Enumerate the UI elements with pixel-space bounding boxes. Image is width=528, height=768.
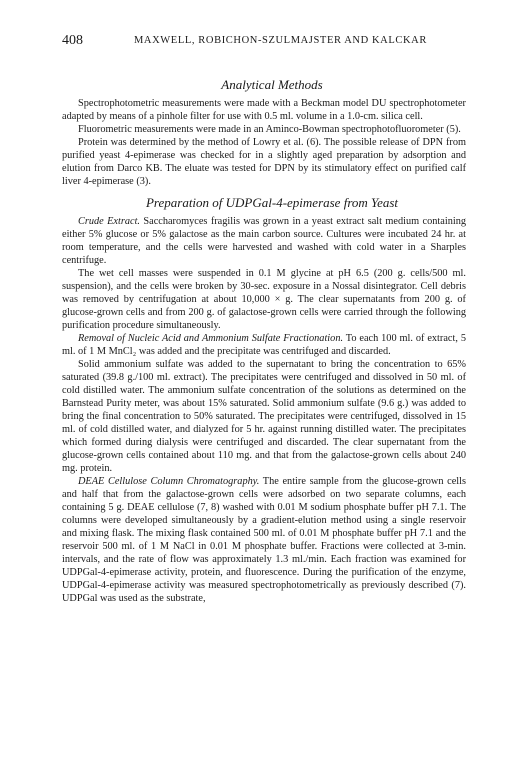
paragraph-deae	[62, 475, 466, 605]
paragraph-wet-cells: The wet cell masses were suspended in 0.1 M glycine at pH 6.5 (200 g. cells/500 ml. suspension), and the cells were broken by 30-sec. exposure in a Nossal disintegrator. Cell debris was removed by centrifugation at about 10,000 × g. The clear supernatants from 200 g. of glucose-grown cells and from 200 g. of galactose-grown cells were carried through the following purification procedure simultaneously.	[62, 268, 466, 331]
paragraph-fluorometric: Fluorometric measurements were made in an Aminco-Bowman spectrophotofluorometer (5).	[78, 124, 461, 135]
paragraph-ammonium-sulfate: Solid ammonium sulfate was added to the supernatant to bring the concentration to 65% saturated (39.8 g./100 ml. extract). The precipitates were centrifuged and dissolved in 50 ml. of cold distilled water. The ammonium sulfate concentration of the solutions as determined on the Barnstead Purity meter, was about 15% saturated. Solid ammonium sulfate (9.6 g.) was added to bring the final concentration to 50% saturated. The precipitates were centrifuged, dissolved in 15 ml. of cold distilled water, and dialyzed for 5 hr. against running distilled water. The precipitates which formed during dialysis were centrifuged and discarded. The clear supernatant from the glucose-grown cells contained about 110 mg. and that from the galactose-grown cells about 240 mg. protein.	[62, 359, 466, 474]
paragraph-text-removal: To each 100 ml. of extract, 5 ml. of 1 M MnCl₂ was added and the precipitate was centrifuged and discarded.	[62, 333, 466, 357]
paragraph-removal	[62, 332, 466, 358]
article-body	[62, 78, 466, 605]
paragraph-lead-crude-extract: Crude Extract.	[78, 216, 141, 227]
paragraph-text-deae: The entire sample from the glucose-grown cells and half that from the galactose-grown cells were adsorbed on two separate columns, each containing 5 g. DEAE cellulose (7, 8) washed with 0.01 M sodium phosphate buffer pH 7.1. The columns were developed simultaneously by a gradient-elution method using a single reservoir and mixing flask. The mixing flask contained 500 ml. of 0.01 M phosphate buffer pH 7.1 and the reservoir 500 ml. of 1 M NaCl in 0.01 M phosphate buffer. Fractions were collected at 3-min. intervals, and the rate of flow was approximately 1.3 ml./min. Each fraction was examined for UDPGal-4-epimerase activity, protein, and fluorescence. During the purification of the enzyme, UDPGal-4-epimerase activity was measured spectrophotometrically as previously described (7). UDPGal was used as the substrate,	[62, 476, 467, 604]
paragraph-lead-removal: Removal of Nucleic Acid and Ammonium Sulfate Fractionation.	[78, 333, 344, 344]
paragraph-lead-deae: DEAE Cellulose Column Chromatography.	[78, 476, 260, 487]
paragraph-crude-extract	[62, 215, 466, 267]
paragraph-text-crude-extract: Saccharomyces fragilis was grown in a yeast extract salt medium containing either 5% glucose or 5% galactose as the main carbon source. Cultures were incubated 24 hr. at room temperature, and the cells were harvested and washed with cold water in a Sharples centrifuge.	[62, 216, 466, 266]
section-title-preparation: Preparation of UDPGal-4-epimerase from Yeast	[145, 195, 399, 210]
running-head	[62, 33, 466, 49]
page-number: 408	[62, 33, 83, 48]
section-title-analytical-methods: Analytical Methods	[221, 77, 323, 92]
paragraph-spectrophotometric: Spectrophotometric measurements were made with a Beckman model DU spectrophotometer adapted by means of a pinhole filter for use with 0.5 ml. volume in a 1.0-cm. silica cell.	[62, 98, 466, 122]
paragraph-protein: Protein was determined by the method of Lowry et al. (6). The possible release of DPN from purified yeast 4-epimerase was checked for in a slightly aged preparation by adsorption and elution from Darco KB. The eluate was tested for DPN by its stimulatory effect on purified calf liver 4-epimerase (3).	[62, 137, 466, 187]
running-head-authors: MAXWELL, ROBICHON-SZULMAJSTER AND KALCKAR	[134, 35, 427, 46]
